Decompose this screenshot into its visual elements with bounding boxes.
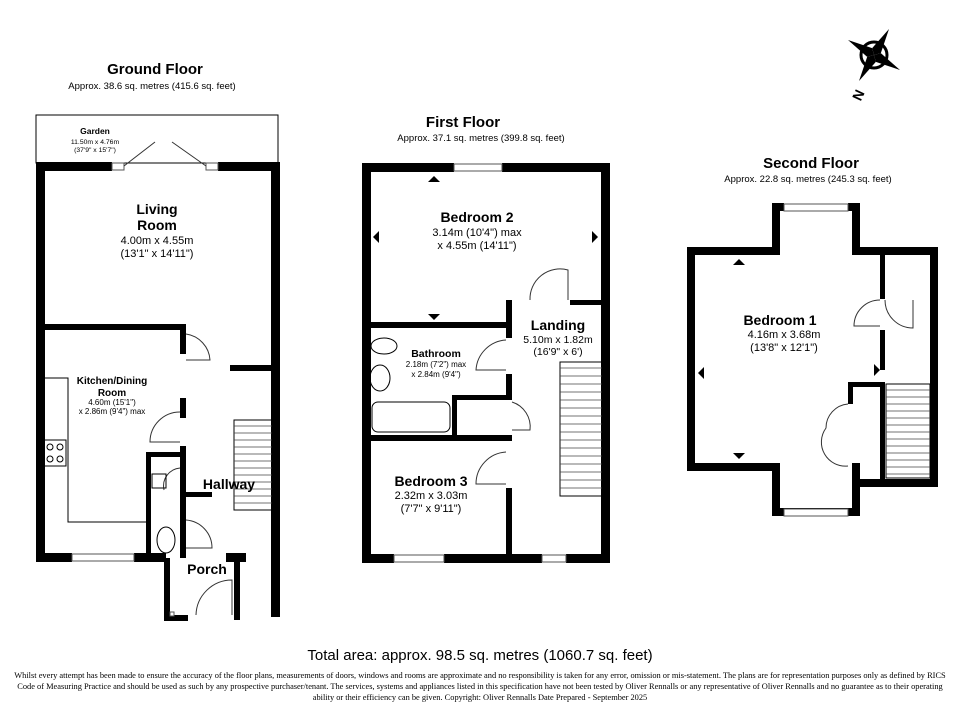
bedroom1-door — [854, 300, 880, 326]
wall — [566, 554, 610, 563]
second-floor — [687, 155, 938, 516]
wall — [164, 615, 188, 621]
arrow-icon — [733, 259, 745, 265]
stair-treads — [560, 368, 602, 488]
ground-floor — [36, 61, 280, 621]
hob-ring-icon — [47, 456, 53, 462]
second-floor-title: Second Floor — [763, 155, 859, 172]
kitchen-name: Kitchen/Dining — [76, 376, 148, 387]
compass-label: N — [848, 87, 868, 103]
toilet-icon — [371, 338, 397, 354]
window — [454, 164, 502, 171]
first-stairs — [560, 362, 602, 496]
wall — [36, 324, 186, 330]
garden-door — [124, 142, 206, 166]
cupboard-door — [885, 300, 913, 328]
wall — [848, 382, 853, 404]
wall — [362, 322, 510, 328]
front-door — [196, 580, 232, 615]
wall — [234, 558, 240, 620]
disclaimer: Whilst every attempt has been made to ensure the accuracy of the floor plans, measurements of doors, windows and rooms are approximate and no responsibility is taken for any error, omission or mis-statement. The plans are for representation purposes only as defined by RICS Code of Measuring Practice and should be used as such by any prospective purchaser/tenant. The services, systems and appliances listed in this specification have not been tested by Oliver Rennalls or any representative of Oliver Rennalls and no guarantee as to their operating ability or their efficiency can be given. Copyright: Oliver Rennalls Date Prepared - September 2025 — [14, 671, 946, 702]
window — [542, 555, 566, 562]
wall — [687, 463, 780, 471]
wall — [880, 382, 885, 482]
first-floor-title: First Floor — [425, 114, 501, 131]
first-floor-area: Approx. 37.1 sq. metres (399.8 sq. feet) — [397, 133, 565, 144]
arrow-icon — [428, 314, 440, 320]
wall — [36, 162, 45, 562]
compass-icon — [846, 27, 903, 84]
total-area: Total area: approx. 98.5 sq. metres (1060.7 sq. feet) — [307, 647, 653, 664]
window — [170, 612, 174, 616]
wall — [36, 553, 72, 562]
basin-icon — [370, 365, 390, 391]
arrow-icon — [592, 231, 598, 243]
arrow-icon — [733, 453, 745, 459]
wall — [180, 492, 212, 497]
wardrobe-door — [821, 404, 848, 466]
wall — [852, 479, 938, 487]
wall — [880, 330, 885, 370]
bath-icon — [372, 402, 450, 432]
hob-ring-icon — [57, 444, 63, 450]
cupboard-door — [512, 402, 530, 430]
wall — [452, 395, 457, 439]
wall — [506, 300, 512, 338]
garden-dim-imperial: (37'9" x 15'7") — [74, 147, 116, 154]
living-room-name: Living — [136, 201, 178, 217]
bedroom3-dim-imperial: (7'7" x 9'11") — [400, 503, 462, 515]
wall — [362, 435, 512, 441]
hob-icon — [44, 440, 66, 466]
first-floor — [362, 114, 610, 563]
wall — [362, 554, 394, 563]
toilet-icon — [157, 527, 175, 553]
living-room-dim: 4.00m x 4.55m — [120, 235, 194, 247]
wall — [880, 255, 885, 299]
wall — [146, 452, 182, 457]
kitchen-name-2: Room — [97, 388, 127, 399]
wall — [930, 247, 938, 487]
wall — [570, 300, 606, 305]
bathroom-dim-2: x 2.84m (9'4") — [411, 370, 461, 379]
wall — [687, 247, 695, 471]
kitchen-dim: 4.60m (15'1") — [88, 398, 136, 407]
bathroom-dim: 2.18m (7'2") max — [405, 360, 467, 369]
hob-ring-icon — [47, 444, 53, 450]
landing-dim: 5.10m x 1.82m — [523, 334, 593, 346]
bathroom-door — [476, 340, 506, 370]
wall — [362, 163, 454, 172]
bedroom1-dim: 4.16m x 3.68m — [747, 329, 821, 341]
living-room-name-2: Room — [137, 217, 177, 233]
garden-name: Garden — [80, 126, 110, 136]
second-stairs — [886, 384, 930, 478]
window — [112, 163, 124, 170]
bedroom1-dim-imperial: (13'8" x 12'1") — [750, 342, 818, 354]
wall — [452, 395, 512, 400]
ground-floor-area: Approx. 38.6 sq. metres (415.6 sq. feet) — [68, 81, 236, 92]
wall — [218, 162, 280, 171]
wall — [772, 463, 780, 515]
stair-treads — [886, 390, 930, 474]
porch-name: Porch — [187, 561, 227, 577]
hob-ring-icon — [57, 456, 63, 462]
bathroom-name: Bathroom — [411, 348, 461, 360]
wall — [230, 365, 276, 371]
hallway-name: Hallway — [202, 476, 256, 492]
landing-name: Landing — [530, 317, 586, 333]
wall — [164, 558, 170, 620]
wall — [852, 463, 860, 515]
ground-floor-title: Ground Floor — [107, 61, 203, 78]
wall — [362, 163, 371, 563]
bedroom3-door — [476, 452, 506, 484]
bedroom3-dim: 2.32m x 3.03m — [394, 490, 468, 502]
wall — [444, 554, 542, 563]
wall — [36, 162, 112, 171]
wall — [180, 398, 186, 418]
wall — [180, 324, 186, 354]
wall — [506, 488, 512, 558]
window — [784, 204, 848, 211]
wall — [848, 382, 885, 387]
wall — [687, 247, 780, 255]
bedroom2-door — [530, 269, 568, 300]
arrow-icon — [373, 231, 379, 243]
ground-stairs — [234, 420, 272, 510]
wall — [852, 247, 938, 255]
kitchen-door — [150, 412, 180, 442]
wall — [180, 446, 186, 558]
second-floor-area: Approx. 22.8 sq. metres (245.3 sq. feet) — [724, 174, 892, 185]
landing-dim-imperial: (16'9" x 6') — [533, 346, 583, 358]
bedroom1-name: Bedroom 1 — [743, 312, 817, 328]
garden-dim: 11.50m x 4.76m — [70, 139, 120, 146]
window — [784, 509, 848, 516]
bedroom2-name: Bedroom 2 — [440, 209, 514, 225]
bedroom2-dim: 3.14m (10'4") max — [432, 227, 522, 239]
bedroom3-name: Bedroom 3 — [394, 473, 468, 489]
arrow-icon — [874, 364, 880, 376]
arrow-icon — [698, 367, 704, 379]
porch-inner-door — [186, 520, 212, 548]
arrow-icon — [428, 176, 440, 182]
kitchen-dim-2: x 2.86m (9'4") max — [78, 407, 146, 416]
wall — [502, 163, 610, 172]
window — [72, 554, 134, 561]
wall — [146, 452, 151, 558]
wall — [271, 162, 280, 617]
living-door — [186, 334, 210, 360]
window — [394, 555, 444, 562]
living-room-dim-imperial: (13'1" x 14'11") — [120, 248, 194, 260]
bedroom2-dim-2: x 4.55m (14'11") — [437, 240, 517, 252]
window — [206, 163, 218, 170]
